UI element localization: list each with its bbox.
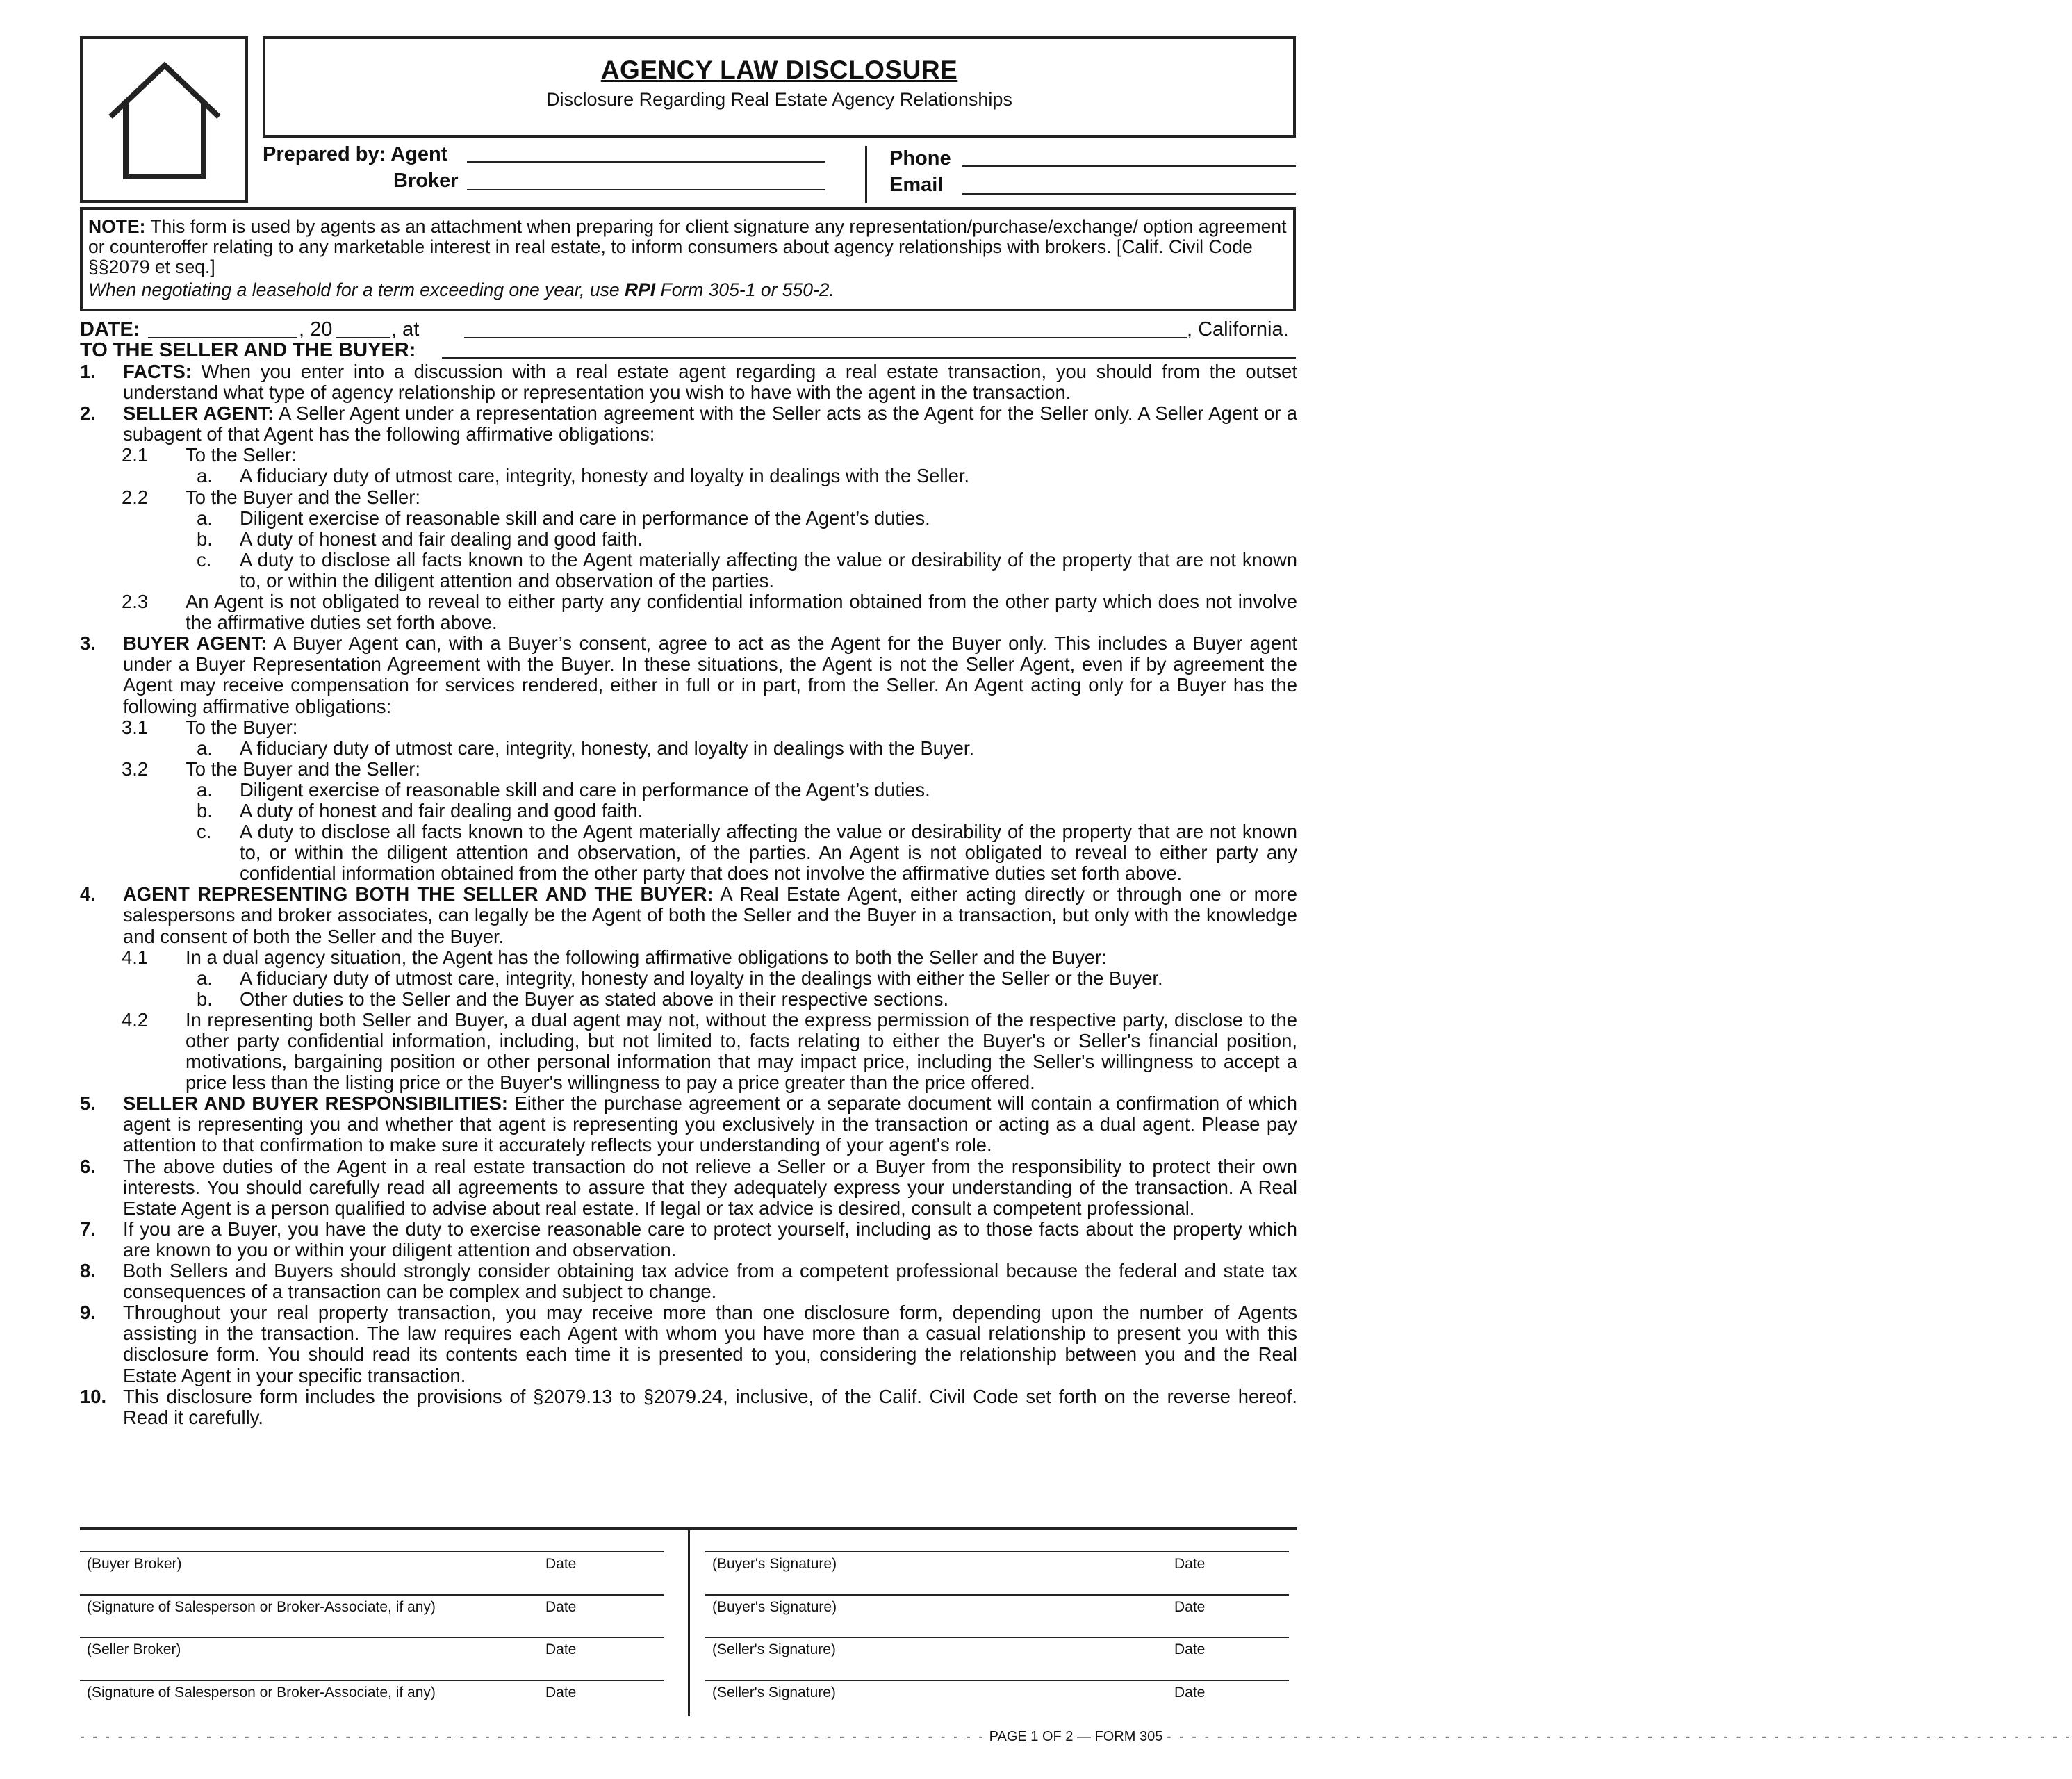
date-field[interactable] — [148, 337, 297, 338]
subsection-text: In representing both Seller and Buyer, a dual agent may not, without the express permission of the respective party, disclose to the other party confidential information, including, but not limited to, facts relating to either the Buyer's or Seller's financial position, motivations, bargaining position or other personal information that may impact price, including the Seller's willingness to accept a price less than the listing price or the Buyer's willingness to pay a price greater than the price offered. — [186, 1008, 1297, 1094]
section-2-1 — [80, 445, 1297, 466]
item-letter: a. — [197, 967, 213, 989]
section-heading: FACTS: — [123, 361, 192, 382]
title-box — [263, 36, 1296, 138]
date-label: DATE: — [80, 318, 140, 341]
section-2-2-b — [80, 529, 1297, 550]
section-3-2-c — [80, 821, 1297, 884]
note-box — [80, 207, 1296, 311]
year-field[interactable] — [336, 337, 390, 338]
note-text: This form is used by agents as an attachment when preparing for client signature any representation/purchase/exchange/ option agreement or counteroffer relating to any marketable interest in real estate, to inform consumers about agency relationships with brokers. [Calif. Civil Code §§2079 et seq.] — [88, 216, 1287, 277]
note-italic-form: Form 305-1 or 550-2. — [655, 279, 834, 300]
email-label: Email — [889, 174, 944, 196]
body-text — [80, 361, 1297, 1428]
date-label: Date — [1174, 1684, 1206, 1700]
signature-label: (Buyer Broker) — [87, 1556, 182, 1572]
item-letter: c. — [197, 821, 212, 843]
section-5 — [80, 1093, 1297, 1156]
item-letter: b. — [197, 987, 213, 1010]
buyer-salesperson-signature-line[interactable] — [80, 1594, 664, 1619]
note-paragraph — [88, 217, 1289, 277]
subsection-number: 3.1 — [122, 716, 149, 738]
signature-label: (Buyer's Signature) — [712, 1599, 837, 1615]
subsection-text: An Agent is not obligated to reveal to either party any confidential information obtained from the other party which does not involve the affirmative duties set forth above. — [186, 591, 1297, 634]
prepared-by-agent-label: Prepared by: Agent — [263, 143, 448, 165]
item-text: A duty to disclose all facts known to the Agent materially affecting the value or desirability of the property that are not known to, or within the diligent attention and observation of the parties. — [240, 548, 1297, 591]
section-3 — [80, 633, 1297, 716]
section-3-2-a — [80, 780, 1297, 801]
year-prefix: , 20 — [299, 318, 333, 341]
form-subtitle: Disclosure Regarding Real Estate Agency Relationships — [546, 89, 1012, 110]
section-text: Throughout your real property transaction, you may receive more than one disclosure form, depending upon the number of Agents assisting in the transaction. The law requires each Agent with whom you have more than a casual relationship to present you with this disclosure form. You should read its contents each time it is presented to you, considering the relationship between you and the Real Estate Agent in your specific transaction. — [123, 1302, 1297, 1386]
section-2 — [80, 403, 1297, 445]
section-heading: SELLER AGENT: — [123, 402, 274, 425]
section-3-1 — [80, 717, 1297, 738]
date-label: Date — [545, 1556, 577, 1572]
section-text: If you are a Buyer, you have the duty to exercise reasonable care to protect yourself, including as to those facts about the property which are known to you or within your diligent attention and observation. — [123, 1218, 1297, 1261]
buyer-broker-signature-line[interactable] — [80, 1551, 664, 1576]
subsection-number: 2.3 — [122, 591, 149, 613]
section-number: 4. — [80, 883, 96, 905]
section-4 — [80, 884, 1297, 946]
section-number: 1. — [80, 361, 96, 382]
subsection-text: To the Buyer and the Seller: — [186, 757, 421, 780]
agent-field[interactable] — [467, 161, 825, 163]
section-text: A Real Estate Agent, either acting directly or through one or more salespersons and broker associates, can legally be the Agent of both the Seller and the Buyer in a transaction, but only with the knowledge and consent of both the Seller and the Buyer. — [123, 883, 1297, 947]
section-4-1 — [80, 947, 1297, 968]
section-10 — [80, 1386, 1297, 1428]
item-text: A duty of honest and fair dealing and good faith. — [240, 799, 643, 821]
section-2-2-a — [80, 508, 1297, 529]
date-label: Date — [545, 1641, 577, 1657]
phone-field[interactable] — [962, 165, 1296, 167]
section-text: The above duties of the Agent in a real estate transaction do not relieve a Seller or a Buyer from the responsibility to protect their own interests. You should carefully read all agreements to assure that they adequately express your understanding of the transaction. A Real Estate Agent is a person qualified to advise about real estate. If legal or tax advice is desired, consult a competent professional. — [123, 1155, 1297, 1219]
phone-label: Phone — [889, 147, 951, 170]
date-label: Date — [1174, 1641, 1206, 1657]
email-field[interactable] — [962, 193, 1296, 195]
section-number: 9. — [80, 1302, 96, 1324]
item-text: Diligent exercise of reasonable skill and care in performance of the Agent’s duties. — [240, 507, 930, 529]
subsection-number: 4.1 — [122, 946, 149, 968]
signature-label: (Buyer's Signature) — [712, 1556, 837, 1572]
section-number: 5. — [80, 1092, 96, 1115]
section-2-1-a — [80, 466, 1297, 486]
item-letter: a. — [197, 778, 213, 801]
seller-signature-line-2[interactable] — [705, 1680, 1289, 1705]
item-letter: c. — [197, 548, 212, 571]
signature-label: (Seller's Signature) — [712, 1684, 836, 1700]
location-field[interactable] — [464, 337, 1187, 338]
subsection-text: To the Buyer and the Seller: — [186, 486, 421, 508]
footer-dashes-left: - - - - - - - - - - - - - - - - - - - - - - - - - - - - - - - - - - - - - - - - - - - - - - - - - - - - - - - - - - - - - - - - - - - - - - - - — [80, 1729, 986, 1744]
subsection-text: To the Seller: — [186, 444, 297, 466]
broker-label: Broker — [393, 170, 459, 192]
section-text: Both Sellers and Buyers should strongly consider obtaining tax advice from a competent professional because the federal and state tax consequences of a transaction can be complex and subject to change. — [123, 1260, 1297, 1303]
section-text: This disclosure form includes the provisions of §2079.13 to §2079.24, inclusive, of the Calif. Civil Code set forth on the reverse hereof. Read it carefully. — [123, 1385, 1297, 1428]
buyer-signature-line-2[interactable] — [705, 1594, 1289, 1619]
section-2-3 — [80, 591, 1297, 633]
item-text: A fiduciary duty of utmost care, integrity, honesty, and loyalty in dealings with the Buyer. — [240, 737, 975, 759]
house-outline-icon — [83, 39, 245, 200]
logo-box — [80, 36, 248, 203]
section-number: 6. — [80, 1155, 96, 1177]
subsection-text: To the Buyer: — [186, 716, 298, 738]
item-text: A duty to disclose all facts known to the Agent materially affecting the value or desirability of the property that are not known to, or within the diligent attention and observation, of the parties. An Agent is not obligated to reveal to either party any confidential information obtained from the other party that does not involve the affirmative duties set forth above. — [240, 821, 1297, 885]
footer-dashes-right: - - - - - - - - - - - - - - - - - - - - - - - - - - - - - - - - - - - - - - - - - - - - - - - - - - - - - - - - - - - - - - - - - - - - - - - - — [1166, 1729, 2072, 1744]
at-label: , at — [391, 318, 420, 341]
subsection-number: 4.2 — [122, 1008, 149, 1031]
section-2-2-c — [80, 550, 1297, 591]
section-3-1-a — [80, 738, 1297, 759]
section-3-2 — [80, 759, 1297, 780]
section-4-1-b — [80, 989, 1297, 1010]
item-letter: a. — [197, 737, 213, 759]
signature-separator — [688, 1527, 690, 1716]
date-label: Date — [545, 1599, 577, 1615]
section-heading: SELLER AND BUYER RESPONSIBILITIES: — [123, 1092, 508, 1115]
subsection-number: 2.1 — [122, 444, 149, 466]
section-text: A Buyer Agent can, with a Buyer’s consent, agree to act as the Agent for the Buyer only. This includes a Buyer agent under a Buyer Representation Agreement with the Buyer. In these situations, the Agent is not the Seller Agent, even if by agreement the Agent may receive compensation for services rendered, either in full or in part, from the Seller. An Agent acting only for a Buyer has the following affirmative obligations: — [123, 632, 1297, 717]
page-footer — [80, 1729, 2072, 1745]
rpi-label: RPI — [624, 279, 656, 300]
signature-label: (Seller Broker) — [87, 1641, 181, 1657]
header-separator — [865, 146, 867, 203]
item-text: A fiduciary duty of utmost care, integrity, honesty and loyalty in dealings with the Seller. — [240, 465, 970, 487]
section-heading: AGENT REPRESENTING BOTH THE SELLER AND THE BUYER: — [123, 883, 714, 905]
section-9 — [80, 1302, 1297, 1386]
state-label: , California. — [1187, 318, 1289, 341]
section-text: When you enter into a discussion with a real estate agent regarding a real estate transaction, you should from the outset understand what type of agency relationship or representation you wish to have with the agent in the transaction. — [123, 361, 1297, 404]
item-letter: a. — [197, 507, 213, 529]
section-text: A Seller Agent under a representation agreement with the Seller acts as the Agent for the Seller only. A Seller Agent or a subagent of that Agent has the following affirmative obligations: — [123, 402, 1297, 445]
item-letter: b. — [197, 799, 213, 821]
item-text: Diligent exercise of reasonable skill and care in performance of the Agent’s duties. — [240, 778, 930, 801]
section-6 — [80, 1156, 1297, 1219]
item-letter: a. — [197, 465, 213, 487]
to-field[interactable] — [442, 357, 1296, 359]
buyer-signature-line-1[interactable] — [705, 1551, 1289, 1576]
to-seller-buyer-label: TO THE SELLER AND THE BUYER: — [80, 339, 416, 361]
signature-label: (Seller's Signature) — [712, 1641, 836, 1657]
section-1 — [80, 361, 1297, 403]
broker-field[interactable] — [467, 189, 825, 190]
note-italic-text: When negotiating a leasehold for a term exceeding one year, use — [88, 279, 625, 300]
section-number: 3. — [80, 632, 96, 655]
section-7 — [80, 1219, 1297, 1261]
date-label: Date — [1174, 1599, 1206, 1615]
date-label: Date — [1174, 1556, 1206, 1572]
section-text: Either the purchase agreement or a separate document will contain a confirmation of which agent is representing you and whether that agent is representing you exclusively in the transaction or acting as a dual agent. Please pay attention to that confirmation to make sure it accurately reflects your understanding of your agent's role. — [123, 1092, 1297, 1156]
section-number: 2. — [80, 402, 96, 425]
seller-salesperson-signature-line[interactable] — [80, 1680, 664, 1705]
subsection-number: 2.2 — [122, 486, 149, 508]
subsection-number: 3.2 — [122, 757, 149, 780]
section-number: 7. — [80, 1218, 96, 1240]
subsection-text: In a dual agency situation, the Agent has the following affirmative obligations to both the Seller and the Buyer: — [186, 946, 1107, 968]
item-text: A fiduciary duty of utmost care, integrity, honesty and loyalty in the dealings with either the Seller or the Buyer. — [240, 967, 1163, 989]
section-8 — [80, 1261, 1297, 1302]
item-text: A duty of honest and fair dealing and good faith. — [240, 527, 643, 550]
section-4-1-a — [80, 968, 1297, 989]
seller-broker-signature-line[interactable] — [80, 1637, 664, 1662]
section-heading: BUYER AGENT: — [123, 632, 268, 655]
item-text: Other duties to the Seller and the Buyer as stated above in their respective sections. — [240, 987, 949, 1010]
section-3-2-b — [80, 801, 1297, 821]
item-letter: b. — [197, 527, 213, 550]
signature-label: (Signature of Salesperson or Broker-Associate, if any) — [87, 1599, 436, 1615]
date-label: Date — [545, 1684, 577, 1700]
note-label: NOTE: — [88, 216, 146, 237]
footer-page-text: PAGE 1 OF 2 — FORM 305 — [989, 1729, 1163, 1744]
section-number: 8. — [80, 1260, 96, 1282]
seller-signature-line-1[interactable] — [705, 1637, 1289, 1662]
section-4-2 — [80, 1010, 1297, 1093]
note-leasehold — [88, 280, 1289, 300]
section-2-2 — [80, 487, 1297, 508]
section-number: 10. — [80, 1385, 107, 1407]
form-title: AGENCY LAW DISCLOSURE — [600, 56, 958, 84]
signature-label: (Signature of Salesperson or Broker-Associate, if any) — [87, 1684, 436, 1700]
